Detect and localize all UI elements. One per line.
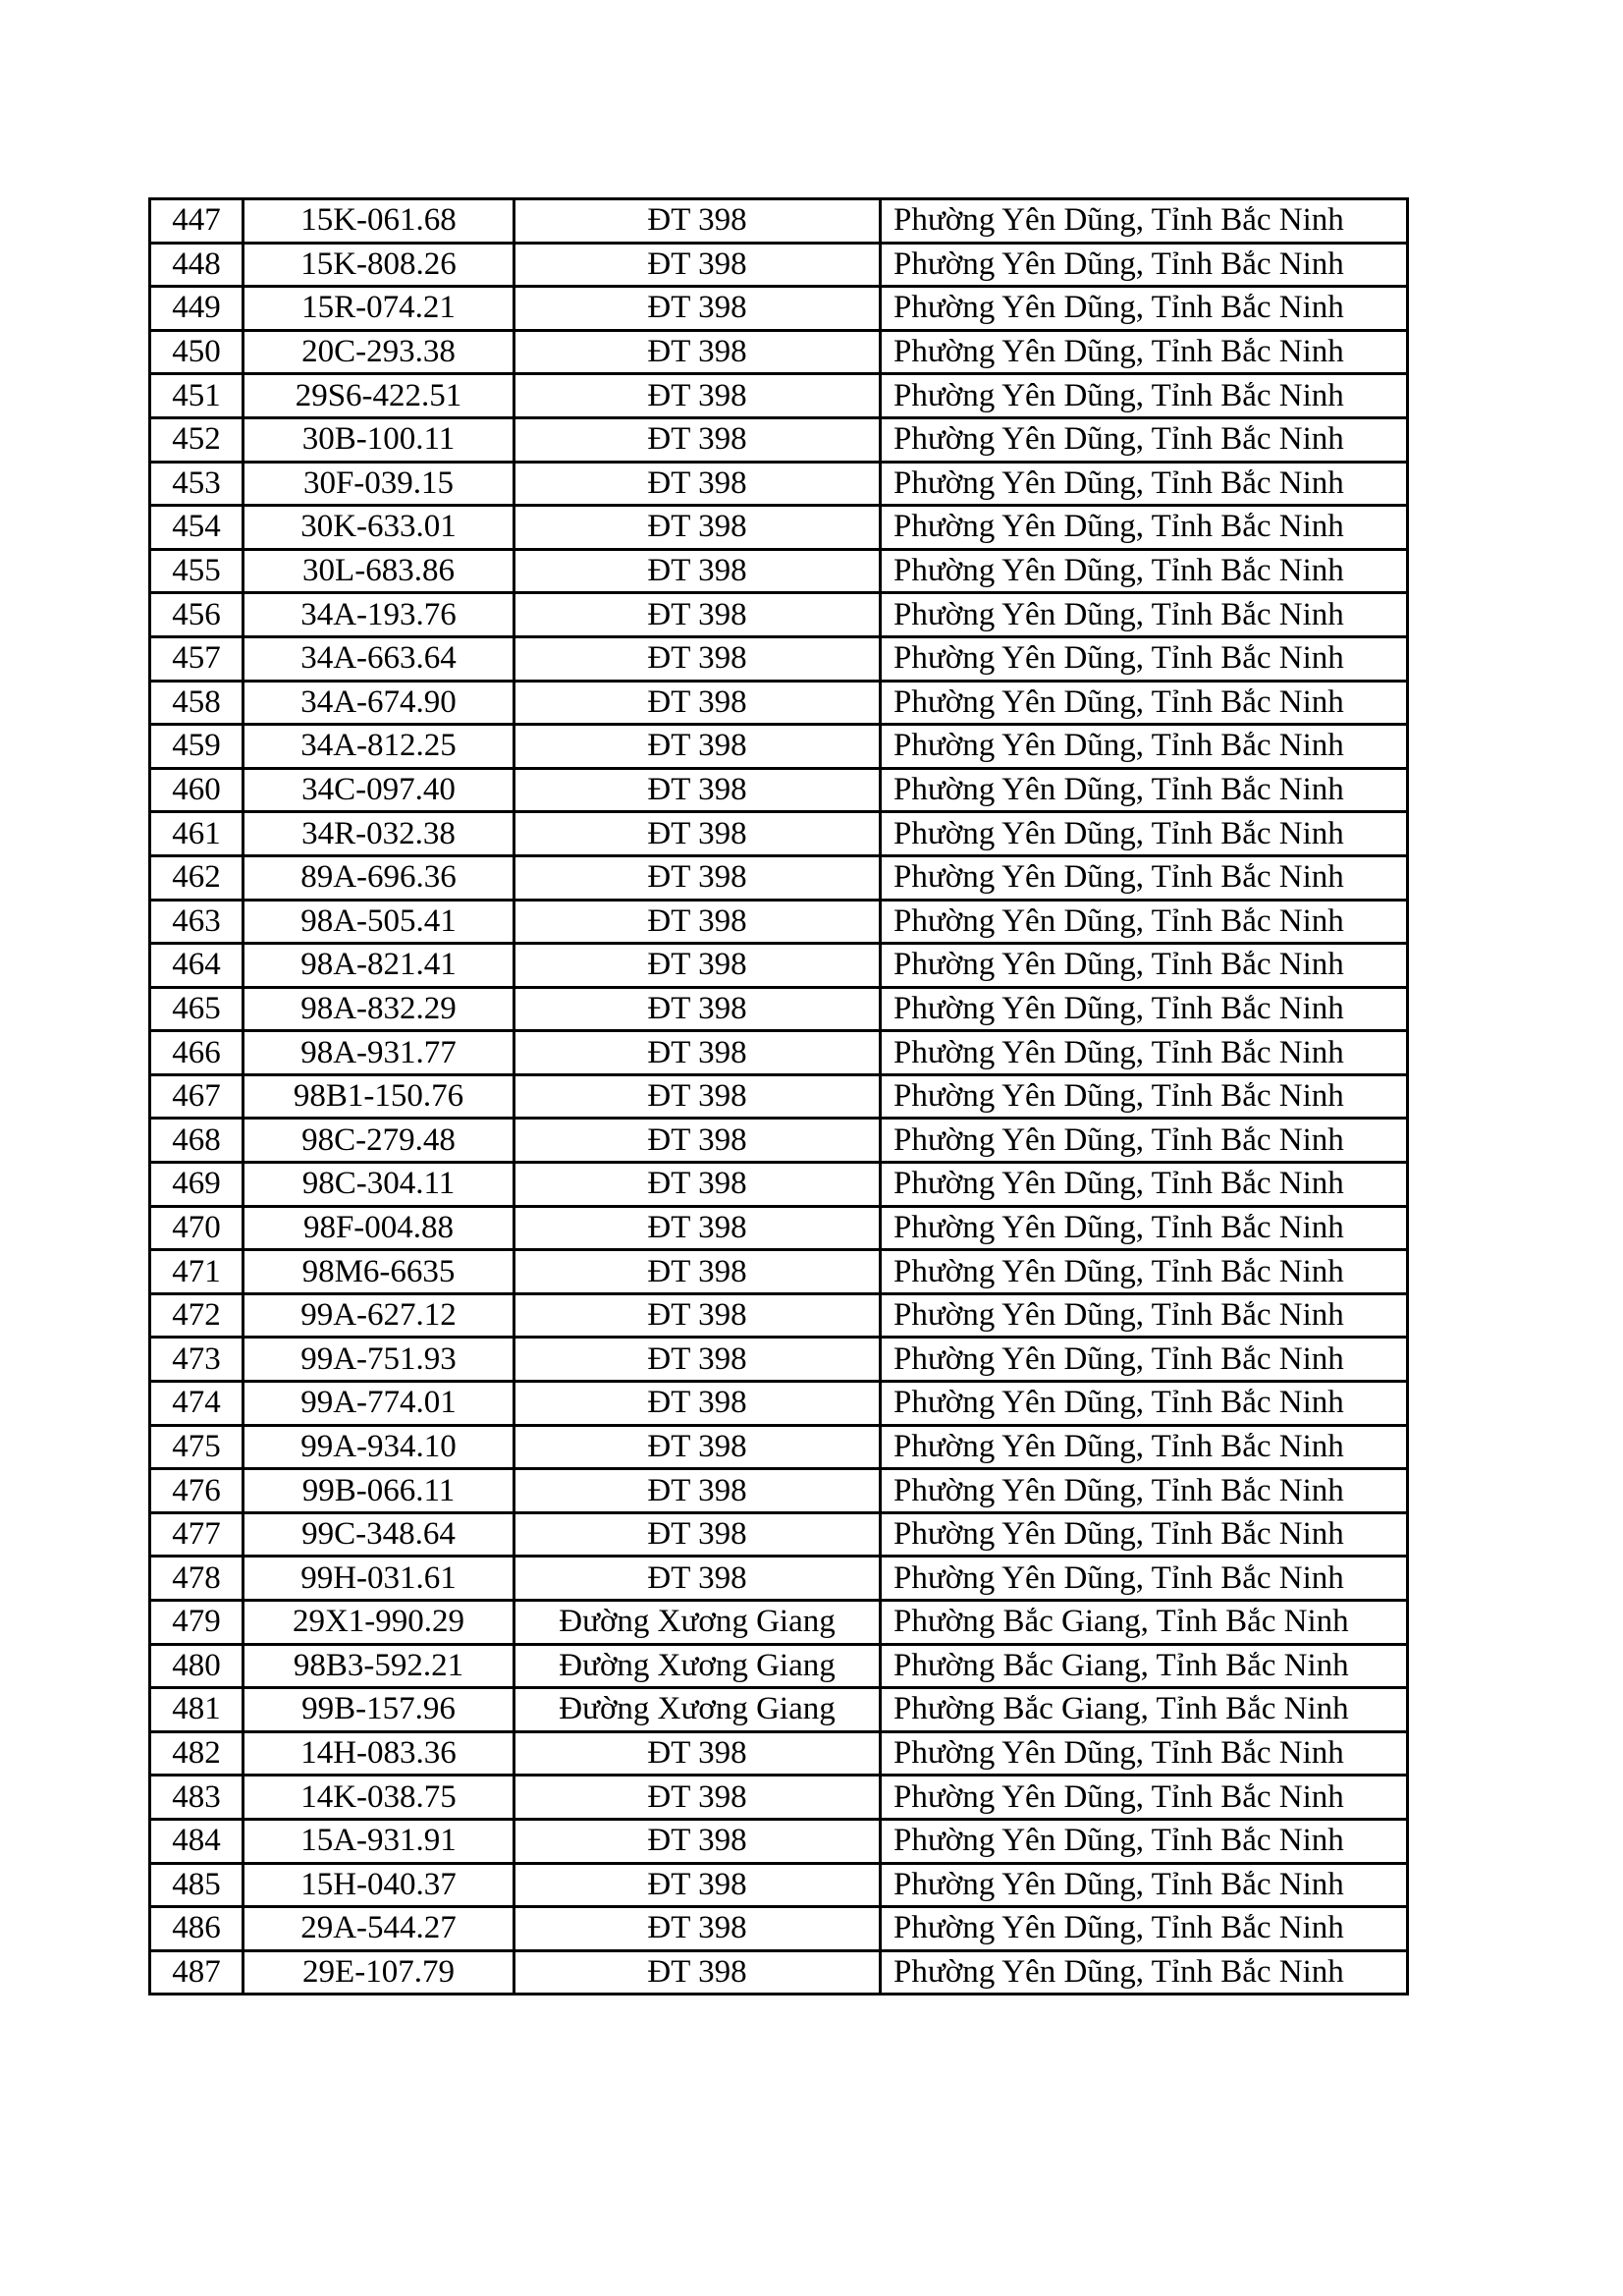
row-number-cell: 486: [150, 1907, 243, 1951]
table-row: [150, 1557, 1408, 1601]
plate-cell: 15K-061.68: [243, 199, 514, 244]
violation-table: [148, 197, 1409, 1995]
road-cell: ĐT 398: [514, 1819, 881, 1863]
location-cell: Phường Yên Dũng, Tỉnh Bắc Ninh: [881, 944, 1408, 988]
plate-cell: 34R-032.38: [243, 812, 514, 856]
table-row: [150, 1382, 1408, 1426]
row-number-cell: 474: [150, 1382, 243, 1426]
table-row: [150, 987, 1408, 1031]
road-cell: ĐT 398: [514, 1338, 881, 1382]
road-cell: ĐT 398: [514, 1907, 881, 1951]
plate-cell: 15A-931.91: [243, 1819, 514, 1863]
plate-cell: 98F-004.88: [243, 1206, 514, 1250]
table-row: [150, 549, 1408, 593]
row-number-cell: 460: [150, 768, 243, 812]
location-cell: Phường Yên Dũng, Tỉnh Bắc Ninh: [881, 1250, 1408, 1294]
row-number-cell: 463: [150, 900, 243, 944]
row-number-cell: 456: [150, 593, 243, 637]
road-cell: ĐT 398: [514, 1950, 881, 1995]
plate-cell: 15H-040.37: [243, 1863, 514, 1907]
location-cell: Phường Bắc Giang, Tỉnh Bắc Ninh: [881, 1644, 1408, 1688]
row-number-cell: 484: [150, 1819, 243, 1863]
road-cell: ĐT 398: [514, 1293, 881, 1338]
location-cell: Phường Yên Dũng, Tỉnh Bắc Ninh: [881, 636, 1408, 681]
row-number-cell: 454: [150, 506, 243, 550]
location-cell: Phường Yên Dũng, Tỉnh Bắc Ninh: [881, 1950, 1408, 1995]
plate-cell: 89A-696.36: [243, 855, 514, 900]
table-row: [150, 812, 1408, 856]
road-cell: ĐT 398: [514, 900, 881, 944]
plate-cell: 99A-751.93: [243, 1338, 514, 1382]
plate-cell: 30F-039.15: [243, 462, 514, 506]
location-cell: Phường Yên Dũng, Tỉnh Bắc Ninh: [881, 1907, 1408, 1951]
location-cell: Phường Yên Dũng, Tỉnh Bắc Ninh: [881, 593, 1408, 637]
location-cell: Phường Yên Dũng, Tỉnh Bắc Ninh: [881, 1863, 1408, 1907]
road-cell: ĐT 398: [514, 1250, 881, 1294]
row-number-cell: 471: [150, 1250, 243, 1294]
location-cell: Phường Yên Dũng, Tỉnh Bắc Ninh: [881, 243, 1408, 287]
plate-cell: 34A-193.76: [243, 593, 514, 637]
table-row: [150, 1206, 1408, 1250]
table-row: [150, 1074, 1408, 1119]
road-cell: ĐT 398: [514, 549, 881, 593]
plate-cell: 99C-348.64: [243, 1512, 514, 1557]
row-number-cell: 483: [150, 1776, 243, 1820]
location-cell: Phường Yên Dũng, Tỉnh Bắc Ninh: [881, 199, 1408, 244]
table-row: [150, 506, 1408, 550]
location-cell: Phường Yên Dũng, Tỉnh Bắc Ninh: [881, 1382, 1408, 1426]
location-cell: Phường Yên Dũng, Tỉnh Bắc Ninh: [881, 330, 1408, 374]
plate-cell: 98A-505.41: [243, 900, 514, 944]
road-cell: ĐT 398: [514, 1031, 881, 1075]
table-row: [150, 199, 1408, 244]
row-number-cell: 455: [150, 549, 243, 593]
table-row: [150, 768, 1408, 812]
plate-cell: 98C-304.11: [243, 1163, 514, 1207]
location-cell: Phường Yên Dũng, Tỉnh Bắc Ninh: [881, 681, 1408, 725]
table-row: [150, 944, 1408, 988]
table-row: [150, 1338, 1408, 1382]
table-body: [150, 199, 1408, 1995]
plate-cell: 98C-279.48: [243, 1119, 514, 1163]
road-cell: ĐT 398: [514, 1776, 881, 1820]
table-row: [150, 636, 1408, 681]
road-cell: Đường Xương Giang: [514, 1601, 881, 1645]
location-cell: Phường Yên Dũng, Tỉnh Bắc Ninh: [881, 1731, 1408, 1776]
plate-cell: 98A-821.41: [243, 944, 514, 988]
row-number-cell: 478: [150, 1557, 243, 1601]
road-cell: ĐT 398: [514, 593, 881, 637]
road-cell: ĐT 398: [514, 374, 881, 418]
plate-cell: 29S6-422.51: [243, 374, 514, 418]
table-row: [150, 374, 1408, 418]
table-row: [150, 1469, 1408, 1513]
road-cell: ĐT 398: [514, 1206, 881, 1250]
plate-cell: 34A-674.90: [243, 681, 514, 725]
location-cell: Phường Yên Dũng, Tỉnh Bắc Ninh: [881, 1557, 1408, 1601]
location-cell: Phường Yên Dũng, Tỉnh Bắc Ninh: [881, 768, 1408, 812]
row-number-cell: 470: [150, 1206, 243, 1250]
location-cell: Phường Yên Dũng, Tỉnh Bắc Ninh: [881, 1163, 1408, 1207]
table-row: [150, 1031, 1408, 1075]
plate-cell: 15K-808.26: [243, 243, 514, 287]
table-row: [150, 900, 1408, 944]
table-row: [150, 1163, 1408, 1207]
row-number-cell: 458: [150, 681, 243, 725]
table-row: [150, 330, 1408, 374]
table-row: [150, 1601, 1408, 1645]
row-number-cell: 467: [150, 1074, 243, 1119]
table-row: [150, 1731, 1408, 1776]
plate-cell: 34A-663.64: [243, 636, 514, 681]
plate-cell: 30L-683.86: [243, 549, 514, 593]
table-row: [150, 1819, 1408, 1863]
plate-cell: 29X1-990.29: [243, 1601, 514, 1645]
plate-cell: 14K-038.75: [243, 1776, 514, 1820]
row-number-cell: 461: [150, 812, 243, 856]
road-cell: ĐT 398: [514, 330, 881, 374]
row-number-cell: 466: [150, 1031, 243, 1075]
road-cell: ĐT 398: [514, 1469, 881, 1513]
plate-cell: 20C-293.38: [243, 330, 514, 374]
plate-cell: 99B-066.11: [243, 1469, 514, 1513]
table-row: [150, 725, 1408, 769]
row-number-cell: 462: [150, 855, 243, 900]
road-cell: ĐT 398: [514, 1074, 881, 1119]
road-cell: ĐT 398: [514, 812, 881, 856]
row-number-cell: 485: [150, 1863, 243, 1907]
location-cell: Phường Yên Dũng, Tỉnh Bắc Ninh: [881, 1338, 1408, 1382]
table-row: [150, 1950, 1408, 1995]
road-cell: ĐT 398: [514, 987, 881, 1031]
plate-cell: 29A-544.27: [243, 1907, 514, 1951]
plate-cell: 99H-031.61: [243, 1557, 514, 1601]
plate-cell: 30K-633.01: [243, 506, 514, 550]
location-cell: Phường Yên Dũng, Tỉnh Bắc Ninh: [881, 1776, 1408, 1820]
road-cell: ĐT 398: [514, 1863, 881, 1907]
row-number-cell: 476: [150, 1469, 243, 1513]
plate-cell: 98A-832.29: [243, 987, 514, 1031]
table-row: [150, 1863, 1408, 1907]
table-row: [150, 462, 1408, 506]
road-cell: ĐT 398: [514, 944, 881, 988]
plate-cell: 98A-931.77: [243, 1031, 514, 1075]
plate-cell: 99B-157.96: [243, 1688, 514, 1732]
road-cell: ĐT 398: [514, 1557, 881, 1601]
road-cell: ĐT 398: [514, 1163, 881, 1207]
road-cell: ĐT 398: [514, 768, 881, 812]
location-cell: Phường Yên Dũng, Tỉnh Bắc Ninh: [881, 900, 1408, 944]
table-row: [150, 1776, 1408, 1820]
location-cell: Phường Yên Dũng, Tỉnh Bắc Ninh: [881, 1819, 1408, 1863]
location-cell: Phường Yên Dũng, Tỉnh Bắc Ninh: [881, 812, 1408, 856]
location-cell: Phường Bắc Giang, Tỉnh Bắc Ninh: [881, 1688, 1408, 1732]
table-row: [150, 243, 1408, 287]
row-number-cell: 459: [150, 725, 243, 769]
location-cell: Phường Yên Dũng, Tỉnh Bắc Ninh: [881, 1512, 1408, 1557]
row-number-cell: 452: [150, 417, 243, 462]
road-cell: Đường Xương Giang: [514, 1688, 881, 1732]
plate-cell: 34A-812.25: [243, 725, 514, 769]
location-cell: Phường Yên Dũng, Tỉnh Bắc Ninh: [881, 374, 1408, 418]
table-row: [150, 1293, 1408, 1338]
location-cell: Phường Yên Dũng, Tỉnh Bắc Ninh: [881, 549, 1408, 593]
plate-cell: 99A-934.10: [243, 1425, 514, 1469]
row-number-cell: 451: [150, 374, 243, 418]
location-cell: Phường Bắc Giang, Tỉnh Bắc Ninh: [881, 1601, 1408, 1645]
table-row: [150, 1688, 1408, 1732]
table-row: [150, 287, 1408, 331]
row-number-cell: 469: [150, 1163, 243, 1207]
location-cell: Phường Yên Dũng, Tỉnh Bắc Ninh: [881, 462, 1408, 506]
road-cell: ĐT 398: [514, 855, 881, 900]
location-cell: Phường Yên Dũng, Tỉnh Bắc Ninh: [881, 1074, 1408, 1119]
row-number-cell: 449: [150, 287, 243, 331]
plate-cell: 15R-074.21: [243, 287, 514, 331]
row-number-cell: 475: [150, 1425, 243, 1469]
plate-cell: 34C-097.40: [243, 768, 514, 812]
plate-cell: 30B-100.11: [243, 417, 514, 462]
road-cell: ĐT 398: [514, 462, 881, 506]
location-cell: Phường Yên Dũng, Tỉnh Bắc Ninh: [881, 987, 1408, 1031]
table-row: [150, 1907, 1408, 1951]
road-cell: ĐT 398: [514, 1512, 881, 1557]
row-number-cell: 448: [150, 243, 243, 287]
road-cell: ĐT 398: [514, 1382, 881, 1426]
table-row: [150, 1425, 1408, 1469]
plate-cell: 14H-083.36: [243, 1731, 514, 1776]
road-cell: ĐT 398: [514, 1119, 881, 1163]
location-cell: Phường Yên Dũng, Tỉnh Bắc Ninh: [881, 855, 1408, 900]
location-cell: Phường Yên Dũng, Tỉnh Bắc Ninh: [881, 1469, 1408, 1513]
road-cell: ĐT 398: [514, 725, 881, 769]
row-number-cell: 468: [150, 1119, 243, 1163]
location-cell: Phường Yên Dũng, Tỉnh Bắc Ninh: [881, 1206, 1408, 1250]
location-cell: Phường Yên Dũng, Tỉnh Bắc Ninh: [881, 287, 1408, 331]
row-number-cell: 482: [150, 1731, 243, 1776]
location-cell: Phường Yên Dũng, Tỉnh Bắc Ninh: [881, 417, 1408, 462]
row-number-cell: 464: [150, 944, 243, 988]
table-row: [150, 1644, 1408, 1688]
plate-cell: 98B3-592.21: [243, 1644, 514, 1688]
road-cell: Đường Xương Giang: [514, 1644, 881, 1688]
table-row: [150, 855, 1408, 900]
road-cell: ĐT 398: [514, 506, 881, 550]
table-row: [150, 1250, 1408, 1294]
location-cell: Phường Yên Dũng, Tỉnh Bắc Ninh: [881, 1119, 1408, 1163]
row-number-cell: 465: [150, 987, 243, 1031]
table-row: [150, 1119, 1408, 1163]
table-row: [150, 593, 1408, 637]
row-number-cell: 477: [150, 1512, 243, 1557]
table-row: [150, 417, 1408, 462]
row-number-cell: 450: [150, 330, 243, 374]
road-cell: ĐT 398: [514, 681, 881, 725]
row-number-cell: 473: [150, 1338, 243, 1382]
road-cell: ĐT 398: [514, 287, 881, 331]
road-cell: ĐT 398: [514, 417, 881, 462]
location-cell: Phường Yên Dũng, Tỉnh Bắc Ninh: [881, 1293, 1408, 1338]
location-cell: Phường Yên Dũng, Tỉnh Bắc Ninh: [881, 506, 1408, 550]
plate-cell: 98B1-150.76: [243, 1074, 514, 1119]
road-cell: ĐT 398: [514, 243, 881, 287]
road-cell: ĐT 398: [514, 1425, 881, 1469]
row-number-cell: 453: [150, 462, 243, 506]
row-number-cell: 479: [150, 1601, 243, 1645]
plate-cell: 99A-627.12: [243, 1293, 514, 1338]
row-number-cell: 481: [150, 1688, 243, 1732]
road-cell: ĐT 398: [514, 1731, 881, 1776]
plate-cell: 98M6-6635: [243, 1250, 514, 1294]
row-number-cell: 447: [150, 199, 243, 244]
location-cell: Phường Yên Dũng, Tỉnh Bắc Ninh: [881, 1425, 1408, 1469]
road-cell: ĐT 398: [514, 636, 881, 681]
location-cell: Phường Yên Dũng, Tỉnh Bắc Ninh: [881, 1031, 1408, 1075]
row-number-cell: 472: [150, 1293, 243, 1338]
plate-cell: 29E-107.79: [243, 1950, 514, 1995]
row-number-cell: 457: [150, 636, 243, 681]
plate-cell: 99A-774.01: [243, 1382, 514, 1426]
location-cell: Phường Yên Dũng, Tỉnh Bắc Ninh: [881, 725, 1408, 769]
row-number-cell: 487: [150, 1950, 243, 1995]
road-cell: ĐT 398: [514, 199, 881, 244]
table-row: [150, 1512, 1408, 1557]
table-row: [150, 681, 1408, 725]
row-number-cell: 480: [150, 1644, 243, 1688]
